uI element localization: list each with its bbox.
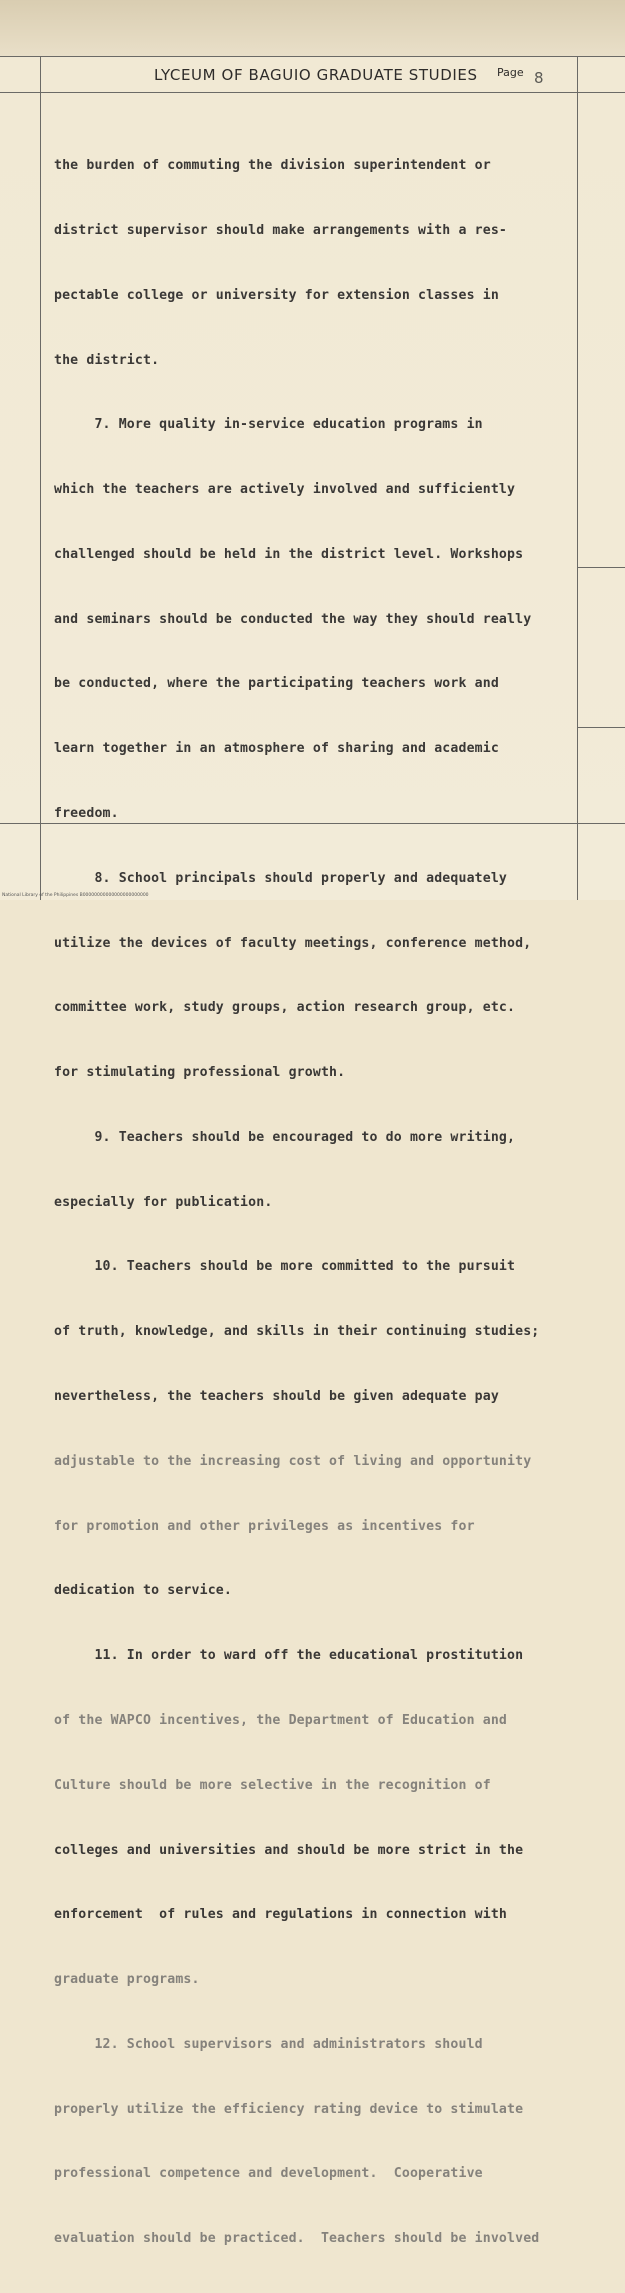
text-line: be conducted, where the participating teachers work and [54,676,499,692]
text-line: for promotion and other privileges as incentives for [54,1518,475,1534]
text-line: for stimulating professional growth. [54,1065,346,1081]
text-line: district supervisor should make arrangements with a res- [54,222,508,238]
text-line: and seminars should be conducted the way they should really [54,611,532,627]
text-line: 8. School principals should properly and adequately [54,870,508,886]
left-margin-rule [40,56,41,900]
text-line: colleges and universities and should be more strict in the [54,1842,524,1858]
text-line: utilize the devices of faculty meetings, conference method, [54,935,532,951]
text-line: especially for publication. [54,1194,273,1210]
text-line: 9. Teachers should be encouraged to do more writing, [54,1129,516,1145]
page-header-title: LYCEUM OF BAGUIO GRADUATE STUDIES [154,66,478,84]
text-line: dedication to service. [54,1583,232,1599]
text-line: pectable college or university for extension classes in [54,287,499,303]
text-line: properly utilize the efficiency rating device to stimulate [54,2101,524,2117]
text-line: the district. [54,352,160,368]
text-line: adjustable to the increasing cost of living and opportunity [54,1453,532,1469]
text-line: evaluation should be practiced. Teachers should be involved [54,2231,540,2247]
page-number: 8 [534,69,544,87]
text-line: nevertheless, the teachers should be given adequate pay [54,1389,499,1405]
text-line: 7. More quality in-service education programs in [54,417,483,433]
header-rule [0,92,625,93]
text-line: 10. Teachers should be more committed to the pursuit [54,1259,516,1275]
text-line: freedom. [54,806,119,821]
text-line: challenged should be held in the district level. Workshops [54,546,524,562]
page-top-margin [0,0,625,56]
text-line: the burden of commuting the division superintendent or [54,158,491,174]
text-line: 11. In order to ward off the educational prostitution [54,1648,524,1664]
top-rule [0,56,625,57]
body-text [54,112,624,2293]
text-line: which the teachers are actively involved and sufficiently [54,482,516,498]
scan-footer: National Library of the Philippines B00000000000000000000000 [2,893,149,898]
text-line: graduate programs. [54,1972,200,1988]
text-line: enforcement of rules and regulations in connection with [54,1907,508,1923]
text-line: professional competence and development. Cooperative [54,2166,483,2182]
text-line: learn together in an atmosphere of sharing and academic [54,741,499,757]
page-label: Page [497,66,524,79]
text-line: of truth, knowledge, and skills in their continuing studies; [54,1324,540,1340]
text-line: 12. School supervisors and administrators should [54,2036,483,2052]
text-line: of the WAPCO incentives, the Department of Education and [54,1712,508,1728]
text-line: Culture should be more selective in the recognition of [54,1777,491,1793]
text-line: committee work, study groups, action research group, etc. [54,1000,516,1016]
